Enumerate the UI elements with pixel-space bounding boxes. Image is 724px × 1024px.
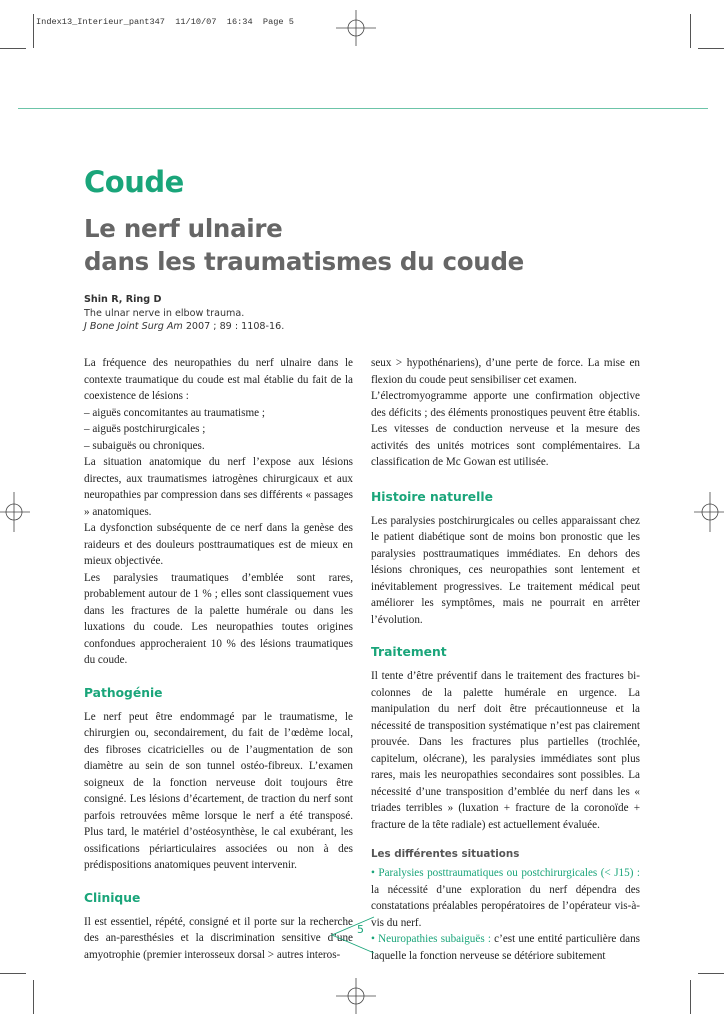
list-item — [371, 931, 640, 964]
paragraph: L’électromyogramme apporte une confirmation objective des déficits ; des éléments pronostiques peuvent être établis. Les vitesses de conduction nerveuse et la mesure des activités des unités motrices sont complémentaires. La classification de Mc Gowan est utilisée. — [371, 390, 640, 468]
paragraph: Les paralysies postchirurgicales ou celles apparaissant chez le patient diabétique sont de moins bon pronostic que les paralysies posttraumatiques immédiates. En dehors des lésions chroniques, ces neuropathies sont lentement et inévitablement progressives. Le traitement médical peut améliorer les symptômes, mais ne pourrait en arrêter l’évolution. — [371, 514, 640, 626]
reference-article-title: The ulnar nerve in elbow trauma. — [84, 307, 245, 319]
reference-citation — [84, 320, 484, 334]
print-slug: Index13_Interieur_pant347 11/10/07 16:34 Page 5 — [36, 17, 294, 27]
page-number: 5 — [357, 923, 364, 936]
crop-mark-top-right-v — [690, 14, 691, 48]
paragraph: Il est essentiel, répété, consigné et il porte sur la recherche des an-paresthésies et la discrimination sensitive d’une amyotrophie (premier interosseux dorsal > autres interos- — [84, 915, 353, 961]
heading-pathogenie: Pathogénie — [84, 685, 163, 700]
section-title: Coude — [84, 165, 184, 199]
list-item: – subaiguës ou chroniques. — [84, 439, 205, 452]
paragraph: Le nerf peut être endommagé par le traumatisme, le chirurgien ou, secondairement, du fait de l’œdème local, des fibroses cicatricielles ou de l’augmentation de son diamètre au sein de son tunnel ostéo-fibreux. L’examen soigneux de la fonction nerveuse doit toujours être consigné. Les lésions d’écartement, de traction du nerf sont parfois retrouvées même lorsque le nerf a été transposé. Plus tard, le matériel d’ostéosynthèse, le cal exubérant, les ossifications périarticulaires associées ou non à des prédispositions anatomiques peuvent intervenir. — [84, 710, 353, 871]
registration-mark-top — [336, 10, 376, 46]
paragraph: La dysfonction subséquente de ce nerf dans la genèse des raideurs et des douleurs posttraumatiques est de mieux en mieux objectivée. — [84, 522, 353, 567]
reference-journal: J Bone Joint Surg Am — [84, 321, 183, 332]
reference-volume: 2007 ; 89 : 1108-16. — [182, 321, 285, 332]
left-column — [84, 355, 353, 963]
heading-histoire-naturelle: Histoire naturelle — [371, 489, 493, 504]
item-text: la nécessité d’une exploration du nerf dépendra des constatations préalables peropératoires de l’opérateur vis-à-vis du nerf. — [371, 883, 640, 929]
crop-mark-bottom-left-v — [33, 980, 34, 1014]
crop-mark-top-right-h — [698, 48, 724, 49]
page-number-chevron-icon — [326, 915, 376, 955]
crop-mark-bottom-right-v — [690, 980, 691, 1014]
registration-mark-right — [694, 492, 724, 532]
registration-mark-bottom — [336, 978, 376, 1014]
paragraph: seux > hypothénariens), d’une perte de force. La mise en flexion du coude peut sensibiliser cet examen. — [371, 357, 640, 386]
reference-authors: Shin R, Ring D — [84, 294, 162, 305]
heading-clinique: Clinique — [84, 890, 141, 905]
list-item: – aiguës concomitantes au traumatisme ; — [84, 406, 265, 419]
paragraph: Les paralysies traumatiques d’emblée sont rares, probablement autour de 1 % ; elles sont classiquement vues dans les fractures de la palette humérale ou dans les luxations du coude. Les neuropathies toutes origines confondues approcheraient 10 % des lésions traumatiques du coude. — [84, 571, 353, 666]
paragraph: Il tente d’être préventif dans le traitement des fractures bi-colonnes de la palette humérale en urgence. La manipulation du nerf doit être précautionneuse et la nécessité de transposition systématique n’est pas clairement prouvée. Dans les fractures plus partielles (trochlée, capitelum, olécrane), les paralysies immédiates sont plus rares, mais les neuropathies secondaires sont possibles. La nécessité d’une transposition d’emblée du nerf dans les « triades terribles » (luxation + fracture de la coronoïde + fracture de la tête radiale) est actuellement évaluée. — [371, 670, 640, 831]
crop-mark-top-left-h — [0, 48, 26, 49]
reference-block — [84, 293, 484, 334]
registration-mark-left — [0, 492, 30, 532]
list-item — [371, 865, 640, 931]
paragraph: La fréquence des neuropathies du nerf ulnaire dans le contexte traumatique du coude est mal établie du fait de la coexistence de lésions : — [84, 357, 353, 402]
list-item: – aiguës postchirurgicales ; — [84, 423, 206, 435]
heading-traitement: Traitement — [371, 645, 447, 659]
item-text: c’est une entité particulière dans laquelle la fonction nerveuse se détériore subitement — [371, 933, 640, 962]
item-label: • Neuropathies subaiguës : — [371, 933, 491, 945]
crop-mark-bottom-left-h — [0, 973, 26, 974]
item-label: • Paralysies posttraumatiques ou postchirurgicales (< J15) : — [371, 867, 640, 879]
article-title-line-1: Le nerf ulnaire — [84, 214, 283, 243]
paragraph: La situation anatomique du nerf l’expose aux lésions directes, aux traumatismes iatrogènes chirurgicaux et aux neuropathies par compression dans ses différents « passages » anatomiques. — [84, 456, 353, 518]
header-rule — [18, 108, 708, 109]
crop-mark-top-left-v — [33, 14, 34, 48]
article-title-line-2: dans les traumatismes du coude — [84, 247, 524, 276]
right-column — [371, 355, 640, 964]
crop-mark-bottom-right-h — [698, 973, 724, 974]
heading-situations: Les différentes situations — [371, 848, 520, 860]
article-title — [84, 212, 644, 278]
